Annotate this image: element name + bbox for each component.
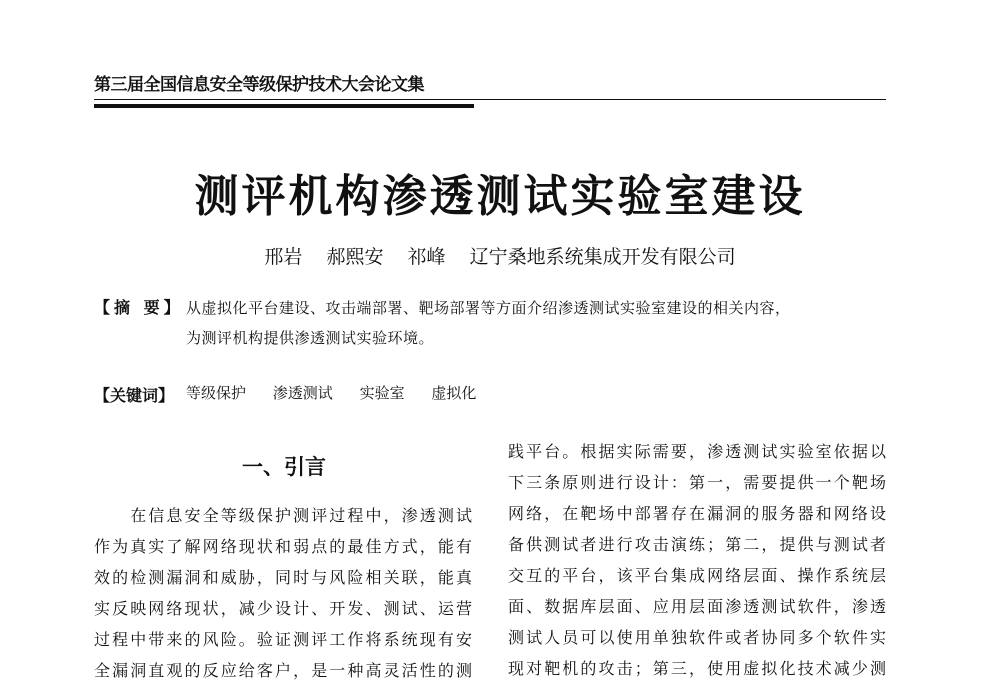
author-2: 郝熙安 — [326, 246, 384, 268]
body-line: 测试人员可以使用单独软件或者协同多个软件实 — [508, 628, 886, 647]
author-3: 祁峰 — [407, 246, 446, 268]
body-line: 面、数据库层面、应用层面渗透测试软件，渗透 — [508, 597, 886, 616]
section-heading-introduction: 一、引言 — [242, 455, 326, 479]
body-column-right — [508, 436, 886, 684]
paper-title: 测评机构渗透测试实验室建设 — [194, 171, 806, 222]
author-line — [0, 244, 1000, 270]
keyword: 渗透测试 — [272, 384, 333, 402]
body-line: 作为真实了解网络现状和弱点的最佳方式，能有 — [94, 537, 472, 556]
author-affiliation: 辽宁桑地系统集成开发有限公司 — [469, 246, 736, 268]
header-rule-thin — [94, 99, 886, 100]
body-line: 交互的平台，该平台集成网络层面、操作系统层 — [508, 566, 886, 585]
body-column-left — [94, 500, 472, 686]
header-rule-thick — [94, 104, 474, 108]
author-1: 邢岩 — [264, 246, 303, 268]
abstract-line: 从虚拟化平台建设、攻击端部署、靶场部署等方面介绍渗透测试实验室建设的相关内容， — [186, 299, 791, 317]
body-line: 效的检测漏洞和威胁，同时与风险相关联，能真 — [94, 568, 472, 587]
abstract-line: 为测评机构提供渗透测试实验环境。 — [186, 329, 435, 347]
proceedings-header: 第三届全国信息安全等级保护技术大会论文集 — [94, 75, 424, 95]
keyword: 等级保护 — [186, 384, 247, 402]
body-line: 践平台。根据实际需要，渗透测试实验室依据以 — [508, 442, 886, 461]
body-line: 过程中带来的风险。验证测评工作将系统现有安 — [94, 630, 472, 649]
body-line: 在信息安全等级保护测评过程中，渗透测试 — [94, 506, 472, 525]
body-line: 下三条原则进行设计：第一，需要提供一个靶场 — [508, 473, 886, 492]
abstract-label: 【摘 要】 — [94, 298, 184, 317]
keyword: 实验室 — [359, 384, 405, 402]
body-line: 网络，在靶场中部署存在漏洞的服务器和网络设 — [508, 504, 886, 523]
abstract-text — [186, 293, 886, 353]
keyword: 虚拟化 — [431, 384, 477, 402]
body-line: 全漏洞直观的反应给客户，是一种高灵活性的测 — [94, 661, 472, 680]
keywords-label: 【关键词】 — [94, 386, 175, 405]
body-line: 实反映网络现状，减少设计、开发、测试、运营 — [94, 599, 472, 618]
body-line: 备供测试者进行攻击演练；第二，提供与测试者 — [508, 535, 886, 554]
body-line: 现对靶机的攻击；第三，使用虚拟化技术减少测 — [508, 659, 886, 678]
keywords-list — [186, 381, 498, 405]
